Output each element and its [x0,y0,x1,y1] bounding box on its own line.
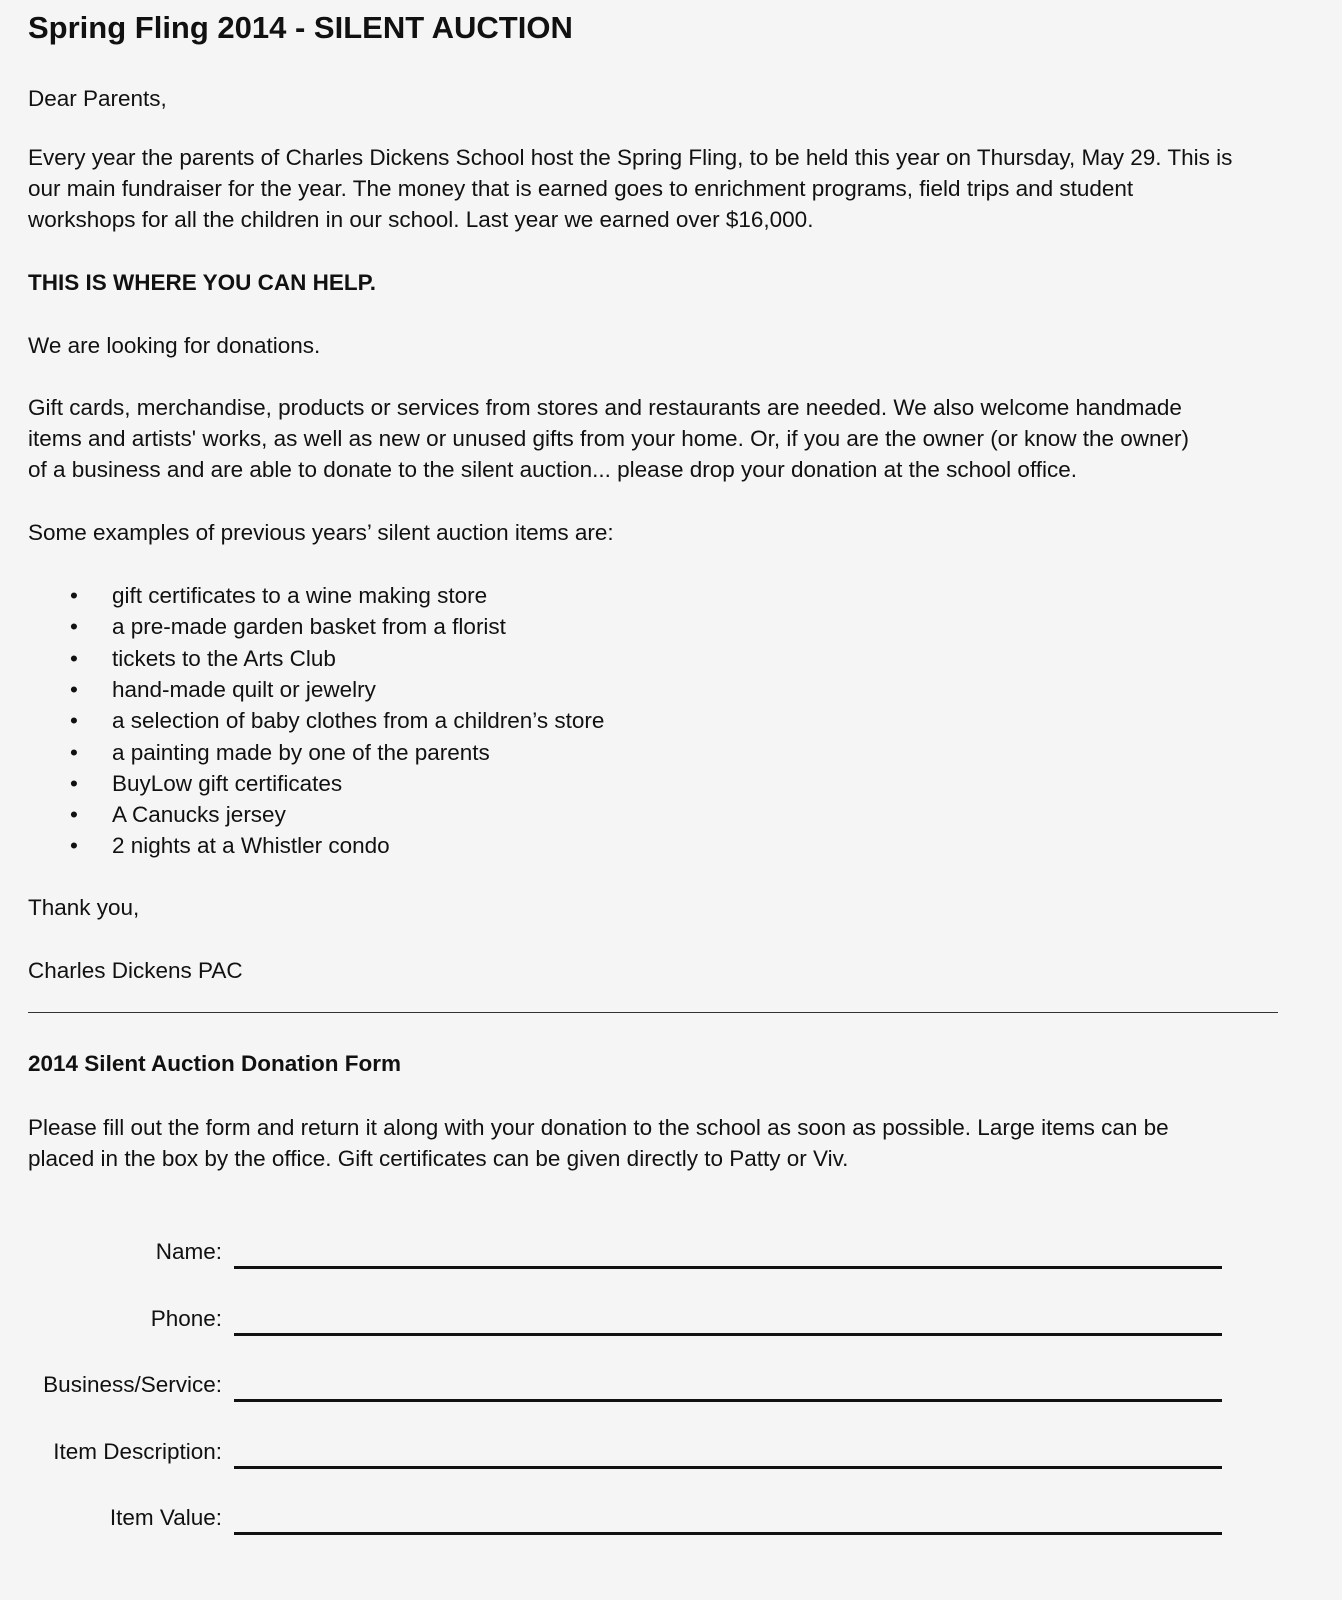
page-title: Spring Fling 2014 - SILENT AUCTION [28,10,573,45]
field-blank-line[interactable] [234,1266,1222,1269]
help-heading: THIS IS WHERE YOU CAN HELP. [28,270,376,295]
bullet-icon: • [70,583,78,608]
bullet-icon: • [70,802,78,828]
list-item: a painting made by one of the parents [112,739,490,765]
form-title: 2014 Silent Auction Donation Form [28,1051,401,1076]
field-label: Item Description: [53,1438,222,1464]
list-item: a pre-made garden basket from a florist [112,614,506,640]
bullet-icon: • [70,676,78,702]
list-item: a selection of baby clothes from a children’s store [112,708,605,734]
form-instructions-line: placed in the box by the office. Gift certificates can be given directly to Patty or Viv. [28,1146,849,1171]
text-line: Every year the parents of Charles Dickens School host the Spring Fling, to be held this year on Thursday, May 29. This is [28,145,1233,170]
field-blank-line[interactable] [234,1399,1222,1402]
text-line: Gift cards, merchandise, products or services from stores and restaurants are needed. We also welcome handmade [28,395,1182,420]
field-blank-line[interactable] [234,1333,1222,1336]
bullet-icon: • [70,770,78,796]
signature: Charles Dickens PAC [28,958,243,983]
text-line: of a business and are able to donate to the silent auction... please drop your donation at the school office. [28,457,1078,482]
closing: Thank you, [28,895,140,920]
field-label: Item Value: [109,1505,222,1530]
field-label: Phone: [150,1305,222,1331]
bullet-icon: • [70,645,78,671]
form-instructions-line: Please fill out the form and return it along with your donation to the school as soon as possible. Large items can be [28,1115,1169,1140]
list-item: BuyLow gift certificates [112,770,343,796]
text-line: our main fundraiser for the year. The money that is earned goes to enrichment programs, field trips and student [28,176,1134,201]
bullet-icon: • [70,833,78,859]
list-item: tickets to the Arts Club [112,645,336,671]
list-item: A Canucks jersey [112,802,286,828]
text-line: items and artists' works, as well as new or unused gifts from your home. Or, if you are the owner (or know the owner) [28,426,1190,451]
bullet-icon: • [70,739,78,765]
list-item: 2 nights at a Whistler condo [112,833,390,859]
divider [28,1012,1278,1013]
field-blank-line[interactable] [234,1532,1222,1535]
field-label: Business/Service: [43,1372,222,1397]
list-item: gift certificates to a wine making store [112,583,488,608]
text-line: workshops for all the children in our school. Last year we earned over $16,000. [28,207,814,232]
field-label: Name: [155,1239,222,1264]
donations-line: We are looking for donations. [28,333,321,358]
list-item: hand-made quilt or jewelry [112,676,376,702]
greeting: Dear Parents, [28,86,167,111]
bullet-icon: • [70,708,78,734]
field-blank-line[interactable] [234,1466,1222,1469]
examples-intro: Some examples of previous years’ silent auction items are: [28,520,614,545]
bullet-icon: • [70,614,78,640]
